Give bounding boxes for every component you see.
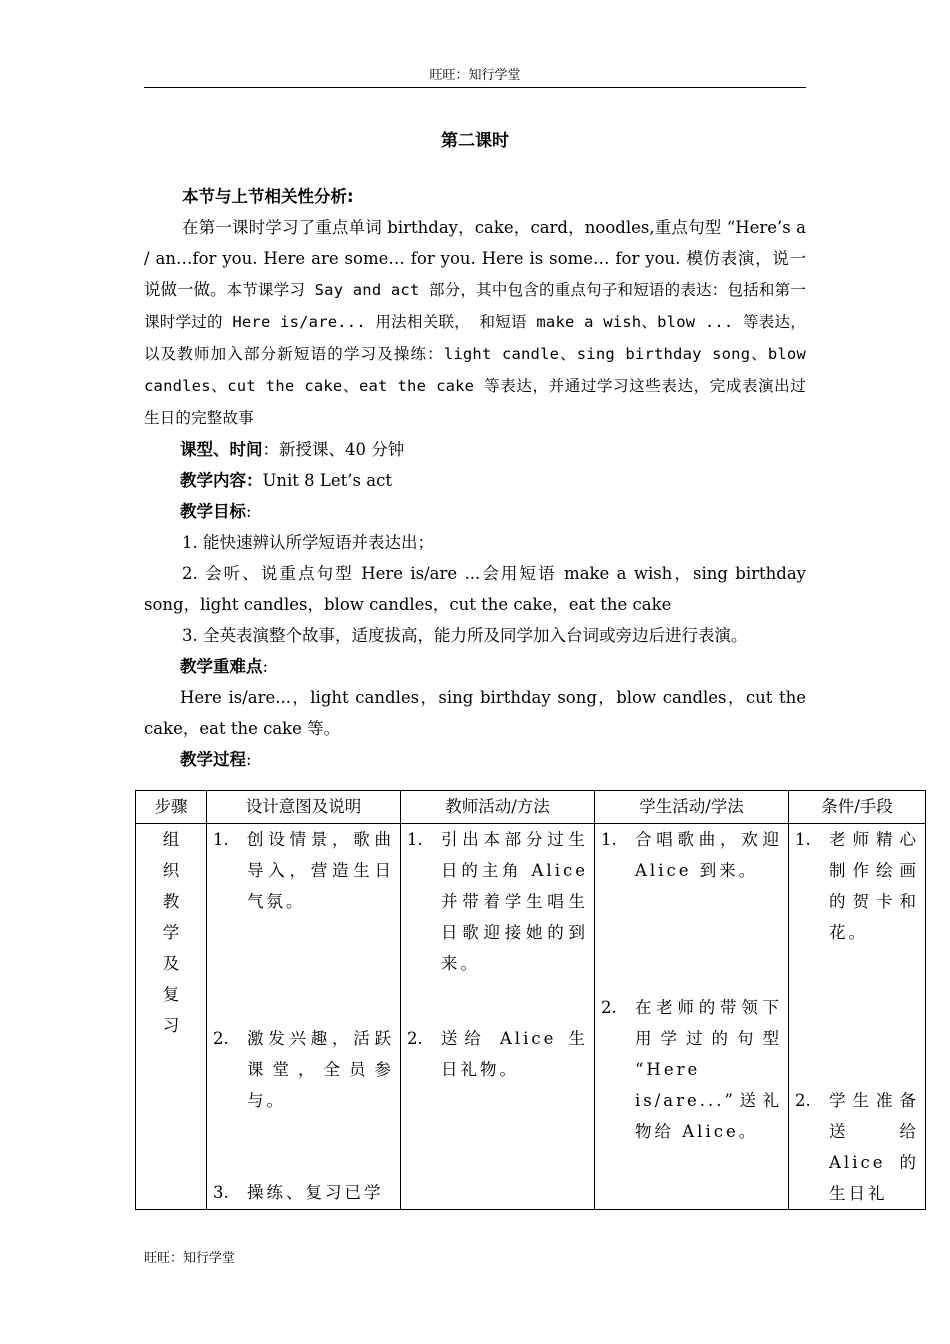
lesson-type: 课型、时间：新授课、40 分钟	[180, 440, 405, 459]
table-row	[136, 824, 926, 1210]
conditions-cell	[789, 824, 926, 1210]
process-table	[135, 790, 926, 1210]
step-label: 组织教学及复习	[162, 830, 180, 1035]
list-item: 1. 老师精心制作绘画的贺卡和花。	[795, 830, 919, 942]
table-header: 步骤	[136, 791, 207, 824]
goal-item: 3. 全英表演整个故事，适度拔高，能力所及同学加入台词或旁边后进行表演。	[182, 626, 748, 645]
list-item: 1. 引出本部分过生日的主角 Alice 并带着学生唱生日歌迎接她的到来。	[407, 830, 588, 973]
list-item: 2. 激发兴趣，活跃课堂，全员参与。	[213, 1029, 394, 1110]
table-header: 条件/手段	[789, 791, 926, 824]
lesson-content: 教学内容：Unit 8 Let’s act	[180, 471, 392, 490]
goal-item: 1. 能快速辨认所学短语并表达出；	[182, 533, 434, 552]
list-item: 1. 创设情景，歌曲导入，营造生日气氛。	[213, 830, 394, 911]
analysis-heading: 本节与上节相关性分析:	[182, 187, 354, 206]
analysis-paragraph: 在第一课时学习了重点单词 birthday，cake，card，noodles,重点句型 “Here’s a / an…for you. Here are some… for you. Here is some… for you. 模仿表演，说一说做一做。本节课学习 Say and act 部分，其中包含的重点句子和短语的表达：包括和第一课时学过的 Here is/are... 用法相关联， 和短语 make a wish、blow ... 等表达，以及教师加入部分新短语的学习及操练：light candle、sing birthday song、blow candles、cut the cake、eat the cake 等表达，并通过学习这些表达，完成表演出过生日的完整故事	[144, 218, 807, 427]
design-cell	[207, 824, 401, 1210]
lesson-title: 第二课时	[441, 131, 509, 151]
student-cell	[595, 824, 789, 1210]
list-item: 1. 合唱歌曲，欢迎 Alice 到来。	[601, 830, 782, 880]
list-item: 3. 操练、复习已学	[213, 1183, 384, 1202]
goal-item: 2. 会听、说重点句型 Here is/are ...会用短语 make a wish，sing birthday song，light candles，blow candles，cut the cake，eat the cake	[144, 564, 806, 614]
page-footer: 旺旺：知行学堂	[144, 1251, 236, 1266]
step-cell	[136, 824, 207, 1210]
list-item: 2. 学生准备送给 Alice 的生日礼	[795, 1091, 919, 1203]
table-header: 设计意图及说明	[207, 791, 401, 824]
goals-heading: 教学目标:	[180, 502, 252, 521]
list-item: 2. 送给 Alice 生日礼物。	[407, 1029, 588, 1079]
key-points-text: Here is/are...，light candles，sing birthday song，blow candles，cut the cake，eat the cake 等。	[144, 688, 806, 738]
table-header: 教师活动/方法	[401, 791, 595, 824]
teacher-cell	[401, 824, 595, 1210]
key-points-heading: 教学重难点:	[180, 657, 269, 676]
list-item: 2. 在老师的带领下用学过的句型 “Here is/are...”送礼物给 Alice。	[601, 998, 782, 1141]
process-heading: 教学过程:	[180, 750, 252, 769]
page-header: 旺旺：知行学堂	[144, 64, 806, 88]
table-header-row	[136, 791, 926, 824]
table-header: 学生活动/学法	[595, 791, 789, 824]
document-body	[144, 181, 806, 775]
